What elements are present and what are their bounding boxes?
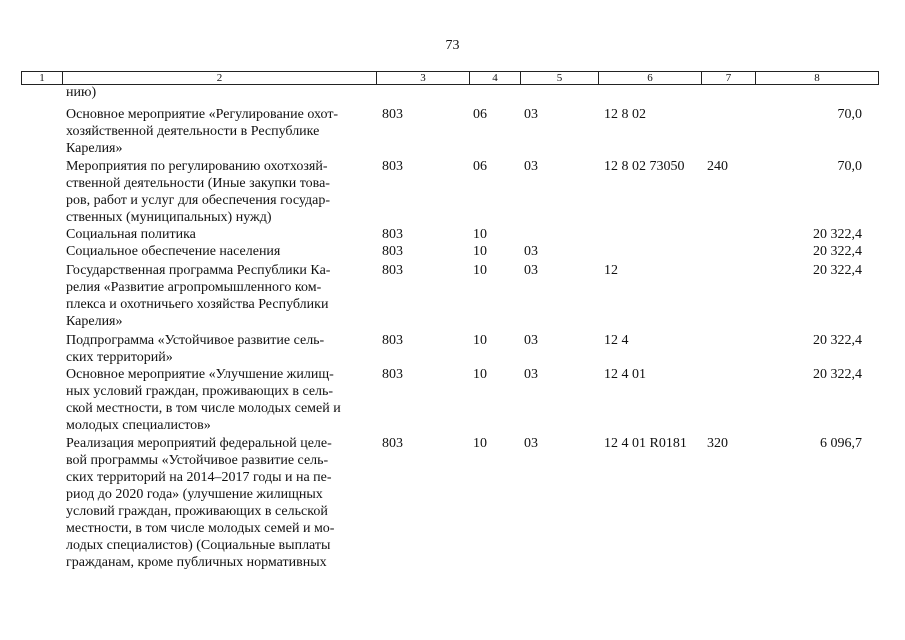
ministry-code: 803 [382, 436, 403, 451]
column-header-4: 4 [470, 72, 521, 85]
row-name-line: ров, работ и услуг для обеспечения государ- [66, 193, 331, 208]
row-name [66, 158, 371, 226]
row-name-line: гражданам, кроме публичных нормативных [66, 555, 327, 570]
subsection-code: 03 [524, 367, 538, 382]
row-name-line: Реализация мероприятий федеральной целе- [66, 436, 332, 451]
amount: 6 096,7 [820, 436, 862, 451]
section-code: 10 [473, 333, 487, 348]
row-name-line: нию) [66, 85, 97, 100]
subsection-code: 03 [524, 159, 538, 174]
subsection-code: 03 [524, 436, 538, 451]
amount: 20 322,4 [813, 367, 862, 382]
row-name-line: ских территорий на 2014–2017 годы и на пе- [66, 470, 332, 485]
column-header-table [21, 71, 879, 85]
row-name [66, 366, 371, 434]
subsection-code: 03 [524, 333, 538, 348]
ministry-code: 803 [382, 367, 403, 382]
section-code: 10 [473, 436, 487, 451]
section-code: 10 [473, 263, 487, 278]
row-name-line: Подпрограмма «Устойчивое развитие сель- [66, 333, 325, 348]
column-header-5: 5 [521, 72, 599, 85]
subsection-code: 03 [524, 263, 538, 278]
row-name-line: ственной деятельности (Иные закупки това- [66, 176, 330, 191]
row-name-line: Социальная политика [66, 227, 196, 242]
amount: 20 322,4 [813, 263, 862, 278]
row-name-line: ных условий граждан, проживающих в сель- [66, 384, 334, 399]
page-number: 73 [445, 38, 460, 53]
column-header-8: 8 [756, 72, 879, 85]
section-code: 06 [473, 107, 487, 122]
column-header-2: 2 [63, 72, 377, 85]
row-name [66, 332, 371, 366]
amount: 20 322,4 [813, 244, 862, 259]
row-name-line: Основное мероприятие «Регулирование охот- [66, 107, 339, 122]
row-name [66, 243, 371, 260]
row-name-line: Карелия» [66, 141, 123, 156]
column-header-1: 1 [22, 72, 63, 85]
row-name-line: ских территорий» [66, 350, 173, 365]
subsection-code: 03 [524, 107, 538, 122]
section-code: 10 [473, 244, 487, 259]
ministry-code: 803 [382, 107, 403, 122]
row-name-line: ственных (муниципальных) нужд) [66, 210, 272, 225]
row-name-line: релия «Развитие агропромышленного ком- [66, 280, 322, 295]
row-name [66, 435, 371, 571]
column-header-7: 7 [702, 72, 756, 85]
target-article-code: 12 4 01 [604, 367, 646, 382]
expense-type-code: 240 [707, 159, 728, 174]
row-name-line: лодых специалистов) (Социальные выплаты [66, 538, 331, 553]
amount: 20 322,4 [813, 333, 862, 348]
section-code: 06 [473, 159, 487, 174]
amount: 70,0 [837, 107, 862, 122]
row-name [66, 84, 371, 101]
row-name-line: ской местности, в том числе молодых семей и [66, 401, 341, 416]
section-code: 10 [473, 227, 487, 242]
ministry-code: 803 [382, 159, 403, 174]
target-article-code: 12 4 01 R0181 [604, 436, 687, 451]
column-header-3: 3 [377, 72, 470, 85]
row-name-line: Государственная программа Республики Ка- [66, 263, 331, 278]
row-name-line: Мероприятия по регулированию охотхозяй- [66, 159, 328, 174]
row-name-line: вой программы «Устойчивое развитие сель- [66, 453, 329, 468]
row-name [66, 262, 371, 330]
row-name-line: условий граждан, проживающих в сельской [66, 504, 328, 519]
row-name-line: молодых специалистов» [66, 418, 211, 433]
amount: 70,0 [837, 159, 862, 174]
subsection-code: 03 [524, 244, 538, 259]
row-name [66, 226, 371, 243]
amount: 20 322,4 [813, 227, 862, 242]
ministry-code: 803 [382, 244, 403, 259]
row-name-line: Основное мероприятие «Улучшение жилищ- [66, 367, 334, 382]
target-article-code: 12 [604, 263, 618, 278]
ministry-code: 803 [382, 227, 403, 242]
target-article-code: 12 4 [604, 333, 629, 348]
ministry-code: 803 [382, 263, 403, 278]
row-name [66, 106, 371, 157]
row-name-line: плекса и охотничьего хозяйства Республики [66, 297, 329, 312]
ministry-code: 803 [382, 333, 403, 348]
row-name-line: риод до 2020 года» (улучшение жилищных [66, 487, 323, 502]
row-name-line: хозяйственной деятельности в Республике [66, 124, 320, 139]
row-name-line: местности, в том числе молодых семей и мо- [66, 521, 335, 536]
expense-type-code: 320 [707, 436, 728, 451]
target-article-code: 12 8 02 [604, 107, 646, 122]
section-code: 10 [473, 367, 487, 382]
target-article-code: 12 8 02 73050 [604, 159, 685, 174]
row-name-line: Карелия» [66, 314, 123, 329]
column-header-6: 6 [599, 72, 702, 85]
row-name-line: Социальное обеспечение населения [66, 244, 281, 259]
